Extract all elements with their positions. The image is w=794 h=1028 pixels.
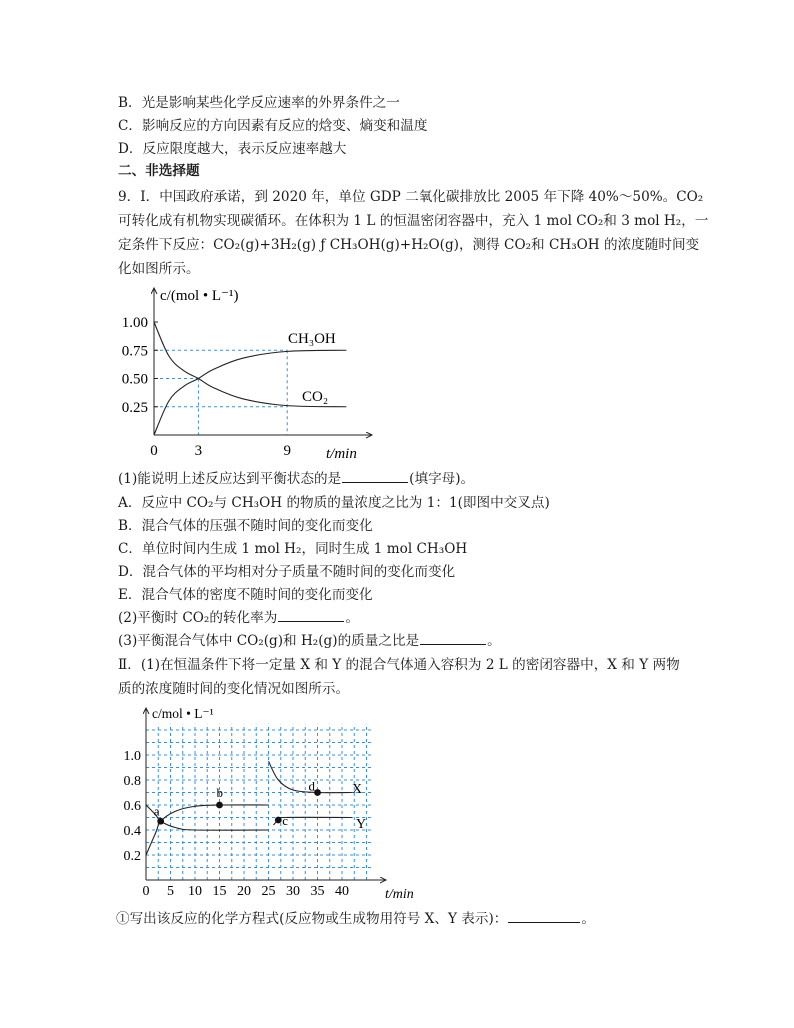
chart2-point-label-a: a: [153, 803, 160, 819]
chart1-x-ticks: [150, 443, 291, 459]
chart2-points: [154, 779, 321, 829]
chart1-xtick-label: 3: [194, 443, 203, 459]
chart2-point-label-c: c: [282, 813, 289, 828]
q9-part2-2: 质的浓度随时间的变化情况如图所示。: [118, 681, 350, 697]
chart2-xtick-label: 30: [286, 884, 300, 899]
chart1-xtick-label: 9: [283, 443, 291, 459]
section-title: 二、非选择题: [118, 163, 200, 179]
chart2-point-label-b: b: [216, 785, 223, 800]
chart2-ytick-label: 0.8: [123, 774, 141, 789]
q9-sub1: (1)能说明上述反应达到平衡状态的是 (填字母)。: [118, 471, 475, 487]
chart1-ytick-label: 0.25: [121, 399, 148, 416]
option-b-prev: B．光是影响某些化学反应速率的外界条件之一: [118, 95, 400, 111]
chart2-point-label-d: d: [308, 778, 315, 794]
chart1-xlabel: t/min: [326, 446, 357, 462]
chart2-x-ticks: [143, 884, 350, 899]
chart2-ytick-label: 0.4: [123, 824, 141, 839]
option-c-prev: C．影响反应的方向因素有反应的焓变、熵变和温度: [118, 118, 428, 134]
chart1-ytick-label: 0.50: [121, 371, 148, 388]
q9-sub-c1: ①写出该反应的化学方程式(反应物或生成物用符号 X、Y 表示)： 。: [116, 911, 595, 927]
chart2-point-d: [314, 789, 321, 796]
chart1-xtick-label: 0: [150, 443, 158, 459]
q9-opt-e: E．混合气体的密度不随时间的变化而变化: [118, 587, 373, 603]
chart2-series-x-label: X: [352, 782, 363, 797]
chart2-xtick-label: 5: [167, 884, 174, 899]
q9-opt-d: D．混合气体的平均相对分子质量不随时间的变化而变化: [118, 564, 456, 580]
chart1-ytick-label: 1.00: [121, 315, 148, 331]
chart2-lines: [146, 761, 352, 855]
q9-sub2: (2)平衡时 CO₂的转化率为 。: [118, 610, 359, 626]
chart2-xtick-label: 20: [237, 884, 251, 899]
chart1-y-ticks: [122, 315, 158, 416]
q9-part2-1: Ⅱ．(1)在恒温条件下将一定量 X 和 Y 的混合气体通入容积为 2 L 的密闭容器中，X 和 Y 两物: [118, 657, 680, 673]
chart2-ytick-label: 0.2: [123, 849, 141, 864]
chart2-y-ticks: [124, 749, 142, 864]
chart1-ytick-label: 0.75: [121, 343, 148, 360]
chart1-series-co2-label: CO₂: [302, 389, 329, 405]
chart2-ytick-label: 1.0: [123, 749, 141, 764]
answer-blank-3[interactable]: [420, 632, 486, 645]
answer-blank-2[interactable]: [278, 609, 344, 622]
q9-intro-1: 9．Ⅰ．中国政府承诺，到 2020 年，单位 GDP 二氧化碳排放比 2005 年下降 40%～50%。CO₂: [118, 189, 704, 205]
chart1-ylabel: c/(mol • L⁻¹): [160, 288, 239, 304]
q9-opt-a: A．反应中 CO₂与 CH₃OH 的物质的量浓度之比为 1：1(即图中交叉点): [118, 495, 550, 511]
q9-intro-3: 定条件下反应：CO₂(g)+3H₂(g) ƒ CH₃OH(g)+H₂O(g)，测得 CO₂和 CH₃OH 的浓度随时间变: [118, 237, 700, 253]
chart2-xtick-label: 40: [335, 884, 349, 899]
chart2-point-b: [216, 802, 223, 809]
chart2-xtick-label: 10: [188, 884, 202, 899]
chart-1: [110, 280, 380, 465]
option-d-prev: D．反应限度越大，表示反应速率越大: [118, 141, 347, 157]
q9-intro-2: 可转化成有机物实现碳循环。在体积为 1 L 的恒温密闭容器中，充入 1 mol CO₂和 3 mol H₂，一: [118, 213, 709, 229]
chart2-xtick-label: 35: [310, 884, 325, 899]
chart2-xtick-label: 25: [261, 884, 276, 899]
chart2-ytick-label: 0.6: [123, 799, 141, 814]
chart2-series-y-label: Y: [356, 817, 367, 832]
chart2-xtick-label: 15: [212, 884, 227, 899]
answer-blank-4[interactable]: [508, 910, 580, 923]
chart1-series-ch3oh-label: CH₃OH: [288, 331, 336, 347]
q9-opt-b: B．混合气体的压强不随时间的变化而变化: [118, 518, 373, 534]
chart2-xtick-label: 0: [142, 884, 150, 899]
q9-opt-c: C．单位时间内生成 1 mol H₂，同时生成 1 mol CH₃OH: [118, 541, 468, 557]
chart2-xlabel: t/min: [385, 887, 414, 902]
chart2-grid: [146, 724, 371, 880]
answer-blank-1[interactable]: [342, 470, 408, 483]
chart2-point-c: [275, 817, 282, 824]
q9-intro-4: 化如图所示。: [118, 261, 200, 277]
chart-2: [110, 700, 430, 905]
chart2-point-a: [157, 818, 164, 825]
q9-sub3: (3)平衡混合气体中 CO₂(g)和 H₂(g)的质量之比是 。: [118, 633, 501, 649]
chart2-ylabel: c/mol • L⁻¹: [152, 706, 214, 721]
